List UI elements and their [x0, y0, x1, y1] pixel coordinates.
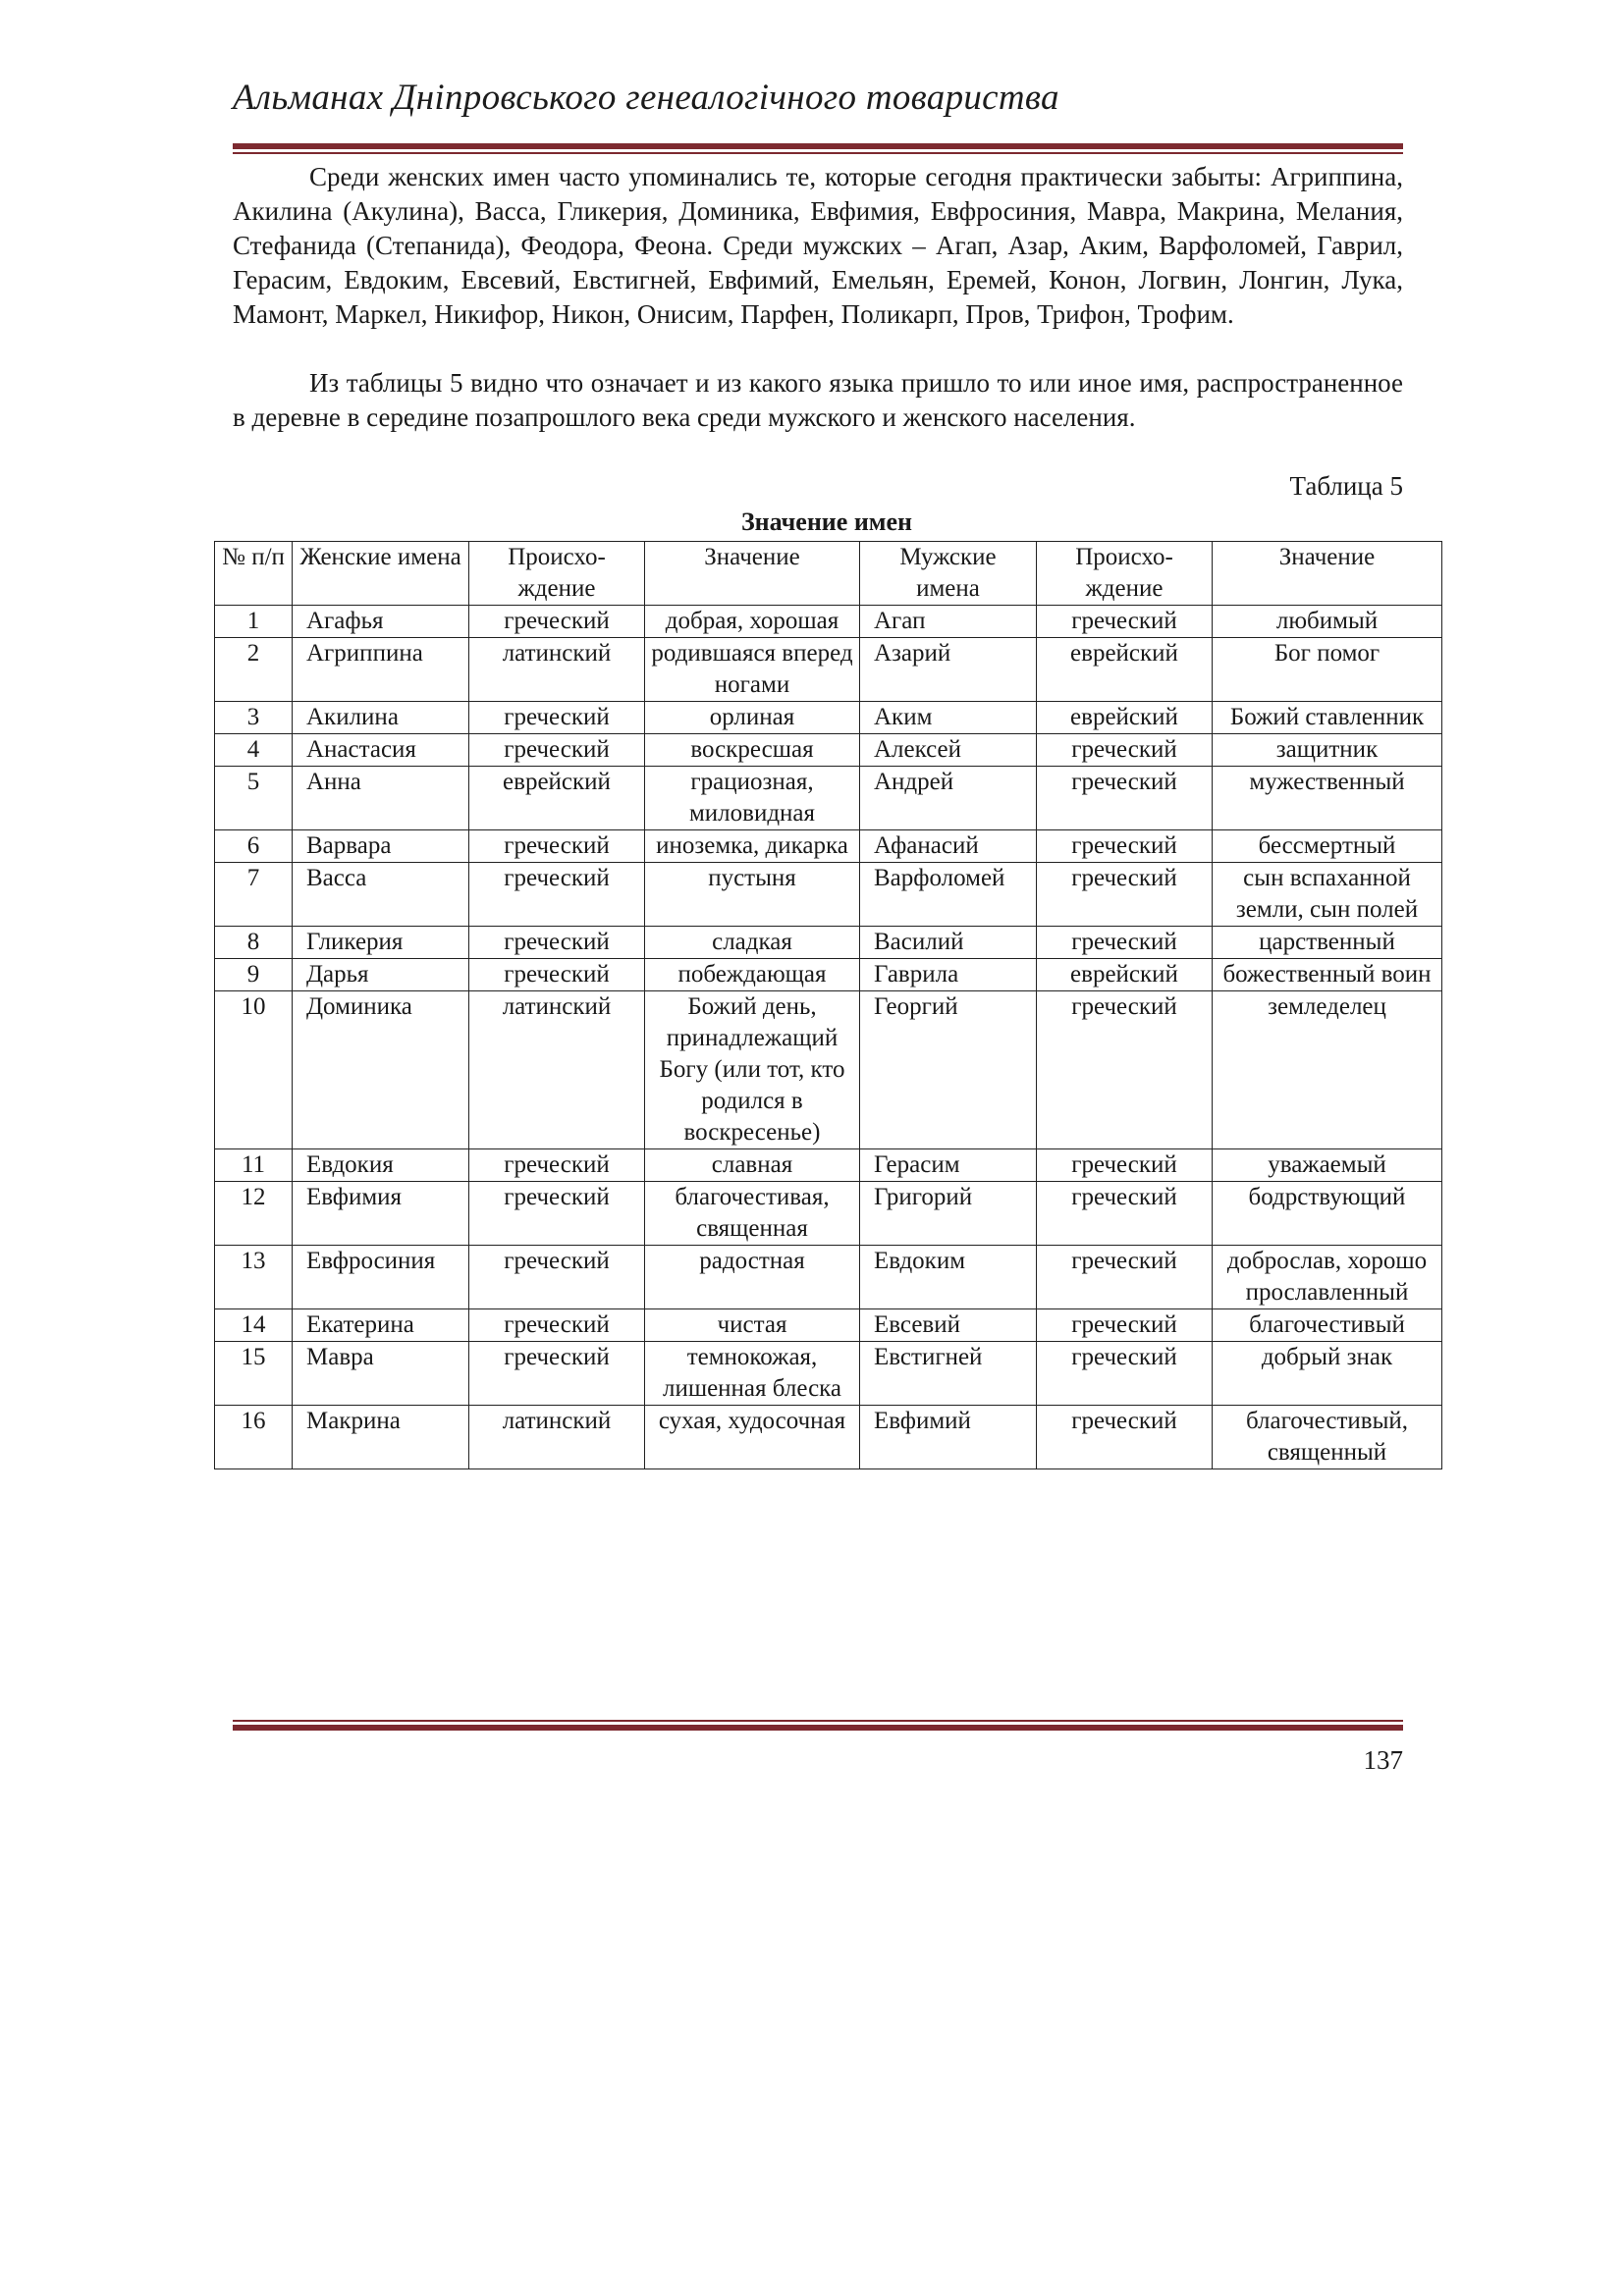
table-label: Таблица 5 — [1289, 471, 1403, 501]
cell-female-meaning: орлиная — [645, 702, 860, 734]
cell-male-origin: греческий — [1037, 1406, 1213, 1469]
cell-male-name: Герасим — [860, 1149, 1037, 1182]
table-row — [215, 1406, 1442, 1469]
table-row — [215, 863, 1442, 927]
table-row — [215, 702, 1442, 734]
table-row — [215, 830, 1442, 863]
cell-female-meaning: родившаяся вперед ногами — [645, 638, 860, 702]
table-row — [215, 959, 1442, 991]
names-meaning-table — [214, 541, 1442, 1469]
cell-male-origin: еврейский — [1037, 638, 1213, 702]
cell-female-name: Акилина — [293, 702, 469, 734]
table-row — [215, 606, 1442, 638]
table-row — [215, 927, 1442, 959]
cell-male-meaning: благочестивый, священный — [1213, 1406, 1442, 1469]
cell-female-meaning: побеждающая — [645, 959, 860, 991]
table-row — [215, 1182, 1442, 1246]
cell-female-name: Евдокия — [293, 1149, 469, 1182]
cell-male-name: Евсевий — [860, 1309, 1037, 1342]
table-row — [215, 734, 1442, 767]
paragraph-forgotten-names: Среди женских имен часто упоминались те, которые сегодня практически забыты: Агриппина, Акилина (Акулина), Васса, Гликерия, Доминика, Евфимия, Евфросиния, Мавра, Макрина, Мелания, Стефанида (Степанида), Феодора, Феона. Среди мужских – Агап, Азар, Аким, Варфоломей, Гаврил, Герасим, Евдоким, Евсевий, Евстигней, Евфимий, Емельян, Еремей, Конон, Логвин, Лонгин, Лука, Мамонт, Маркел, Никифор, Никон, Онисим, Парфен, Поликарп, Пров, Трифон, Трофим. — [233, 162, 1403, 329]
cell-male-meaning: благочестивый — [1213, 1309, 1442, 1342]
cell-female-origin: греческий — [469, 863, 645, 927]
header-rule — [233, 143, 1403, 154]
cell-number: 8 — [215, 927, 293, 959]
paragraph-table-intro: Из таблицы 5 видно что означает и из какого языка пришло то или иное имя, распространенное в деревне в середине позапрошлого века среди мужского и женского населения. — [233, 368, 1403, 432]
cell-female-name: Анна — [293, 767, 469, 830]
cell-female-origin: греческий — [469, 1309, 645, 1342]
cell-male-origin: греческий — [1037, 1149, 1213, 1182]
cell-female-name: Евфросиния — [293, 1246, 469, 1309]
cell-male-origin: греческий — [1037, 734, 1213, 767]
header-female-names: Женские имена — [293, 542, 469, 606]
cell-female-meaning: сладкая — [645, 927, 860, 959]
cell-male-meaning: бодрствующий — [1213, 1182, 1442, 1246]
cell-number: 9 — [215, 959, 293, 991]
cell-number: 5 — [215, 767, 293, 830]
cell-number: 11 — [215, 1149, 293, 1182]
cell-number: 6 — [215, 830, 293, 863]
cell-female-name: Доминика — [293, 991, 469, 1149]
cell-male-name: Агап — [860, 606, 1037, 638]
cell-male-origin: греческий — [1037, 991, 1213, 1149]
cell-number: 7 — [215, 863, 293, 927]
cell-female-origin: греческий — [469, 606, 645, 638]
cell-male-origin: греческий — [1037, 1246, 1213, 1309]
cell-female-meaning: Божий день, принадлежащий Богу (или тот, кто родился в воскресенье) — [645, 991, 860, 1149]
cell-female-meaning: грациозная, миловидная — [645, 767, 860, 830]
cell-female-meaning: благочестивая, священная — [645, 1182, 860, 1246]
cell-female-name: Васса — [293, 863, 469, 927]
header-number: № п/п — [215, 542, 293, 606]
cell-male-meaning: мужественный — [1213, 767, 1442, 830]
cell-number: 4 — [215, 734, 293, 767]
cell-male-meaning: бессмертный — [1213, 830, 1442, 863]
cell-female-meaning: темнокожая, лишенная блеска — [645, 1342, 860, 1406]
cell-female-name: Агриппина — [293, 638, 469, 702]
cell-male-name: Аким — [860, 702, 1037, 734]
cell-female-meaning: сухая, худосочная — [645, 1406, 860, 1469]
cell-female-name: Анастасия — [293, 734, 469, 767]
cell-female-name: Варвара — [293, 830, 469, 863]
table-row — [215, 1149, 1442, 1182]
header-male-origin: Происхождение — [1037, 542, 1213, 606]
table-row — [215, 1342, 1442, 1406]
cell-male-name: Григорий — [860, 1182, 1037, 1246]
cell-female-name: Мавра — [293, 1342, 469, 1406]
cell-female-name: Макрина — [293, 1406, 469, 1469]
table-caption: Значение имен — [740, 507, 913, 536]
cell-male-meaning: добрый знак — [1213, 1342, 1442, 1406]
table-row — [215, 991, 1442, 1149]
cell-male-name: Евфимий — [860, 1406, 1037, 1469]
cell-female-origin: греческий — [469, 927, 645, 959]
cell-male-origin: греческий — [1037, 830, 1213, 863]
cell-female-name: Евфимия — [293, 1182, 469, 1246]
header-male-meaning: Значение — [1213, 542, 1442, 606]
cell-male-name: Георгий — [860, 991, 1037, 1149]
footer-rule — [233, 1720, 1403, 1731]
cell-male-name: Евстигней — [860, 1342, 1037, 1406]
cell-female-name: Дарья — [293, 959, 469, 991]
cell-number: 1 — [215, 606, 293, 638]
cell-female-meaning: чистая — [645, 1309, 860, 1342]
table-row — [215, 1309, 1442, 1342]
cell-male-origin: греческий — [1037, 767, 1213, 830]
cell-male-name: Андрей — [860, 767, 1037, 830]
cell-male-meaning: сын вспаханной земли, сын полей — [1213, 863, 1442, 927]
cell-male-origin: еврейский — [1037, 959, 1213, 991]
cell-male-meaning: царственный — [1213, 927, 1442, 959]
cell-male-meaning: любимый — [1213, 606, 1442, 638]
cell-number: 10 — [215, 991, 293, 1149]
journal-title: Альманах Дніпровського генеалогічного товариства — [233, 78, 1059, 118]
cell-number: 14 — [215, 1309, 293, 1342]
cell-number: 13 — [215, 1246, 293, 1309]
cell-male-name: Варфоломей — [860, 863, 1037, 927]
cell-female-origin: греческий — [469, 959, 645, 991]
cell-female-origin: латинский — [469, 991, 645, 1149]
cell-female-meaning: добрая, хорошая — [645, 606, 860, 638]
cell-male-origin: греческий — [1037, 927, 1213, 959]
cell-number: 3 — [215, 702, 293, 734]
cell-female-origin: латинский — [469, 638, 645, 702]
cell-female-meaning: пустыня — [645, 863, 860, 927]
cell-male-meaning: доброслав, хорошо прославленный — [1213, 1246, 1442, 1309]
cell-female-origin: греческий — [469, 702, 645, 734]
cell-female-meaning: радостная — [645, 1246, 860, 1309]
cell-male-meaning: защитник — [1213, 734, 1442, 767]
cell-number: 2 — [215, 638, 293, 702]
cell-female-origin: латинский — [469, 1406, 645, 1469]
cell-number: 15 — [215, 1342, 293, 1406]
cell-female-meaning: иноземка, дикарка — [645, 830, 860, 863]
table-row — [215, 767, 1442, 830]
header-male-names: Мужские имена — [860, 542, 1037, 606]
cell-female-origin: греческий — [469, 1342, 645, 1406]
cell-male-origin: греческий — [1037, 863, 1213, 927]
cell-male-name: Василий — [860, 927, 1037, 959]
cell-female-origin: греческий — [469, 734, 645, 767]
cell-male-origin: греческий — [1037, 1182, 1213, 1246]
header-female-meaning: Значение — [645, 542, 860, 606]
cell-female-meaning: славная — [645, 1149, 860, 1182]
cell-male-meaning: уважаемый — [1213, 1149, 1442, 1182]
cell-male-meaning: Божий ставленник — [1213, 702, 1442, 734]
cell-female-name: Агафья — [293, 606, 469, 638]
table-header-row — [215, 542, 1442, 606]
cell-male-origin: еврейский — [1037, 702, 1213, 734]
cell-female-name: Гликерия — [293, 927, 469, 959]
cell-male-name: Азарий — [860, 638, 1037, 702]
cell-female-origin: греческий — [469, 1182, 645, 1246]
cell-male-name: Афанасий — [860, 830, 1037, 863]
cell-male-origin: греческий — [1037, 1309, 1213, 1342]
cell-female-name: Екатерина — [293, 1309, 469, 1342]
cell-male-name: Алексей — [860, 734, 1037, 767]
cell-female-origin: греческий — [469, 1149, 645, 1182]
cell-female-origin: греческий — [469, 1246, 645, 1309]
cell-male-meaning: божественный воин — [1213, 959, 1442, 991]
cell-number: 12 — [215, 1182, 293, 1246]
table-row — [215, 1246, 1442, 1309]
cell-female-meaning: воскресшая — [645, 734, 860, 767]
cell-male-name: Гаврила — [860, 959, 1037, 991]
cell-male-origin: греческий — [1037, 1342, 1213, 1406]
page-number: 137 — [1363, 1745, 1403, 1775]
cell-female-origin: греческий — [469, 830, 645, 863]
cell-male-meaning: земледелец — [1213, 991, 1442, 1149]
cell-male-origin: греческий — [1037, 606, 1213, 638]
table-row — [215, 638, 1442, 702]
cell-number: 16 — [215, 1406, 293, 1469]
cell-female-origin: еврейский — [469, 767, 645, 830]
cell-male-meaning: Бог помог — [1213, 638, 1442, 702]
header-female-origin: Происхождение — [469, 542, 645, 606]
cell-male-name: Евдоким — [860, 1246, 1037, 1309]
